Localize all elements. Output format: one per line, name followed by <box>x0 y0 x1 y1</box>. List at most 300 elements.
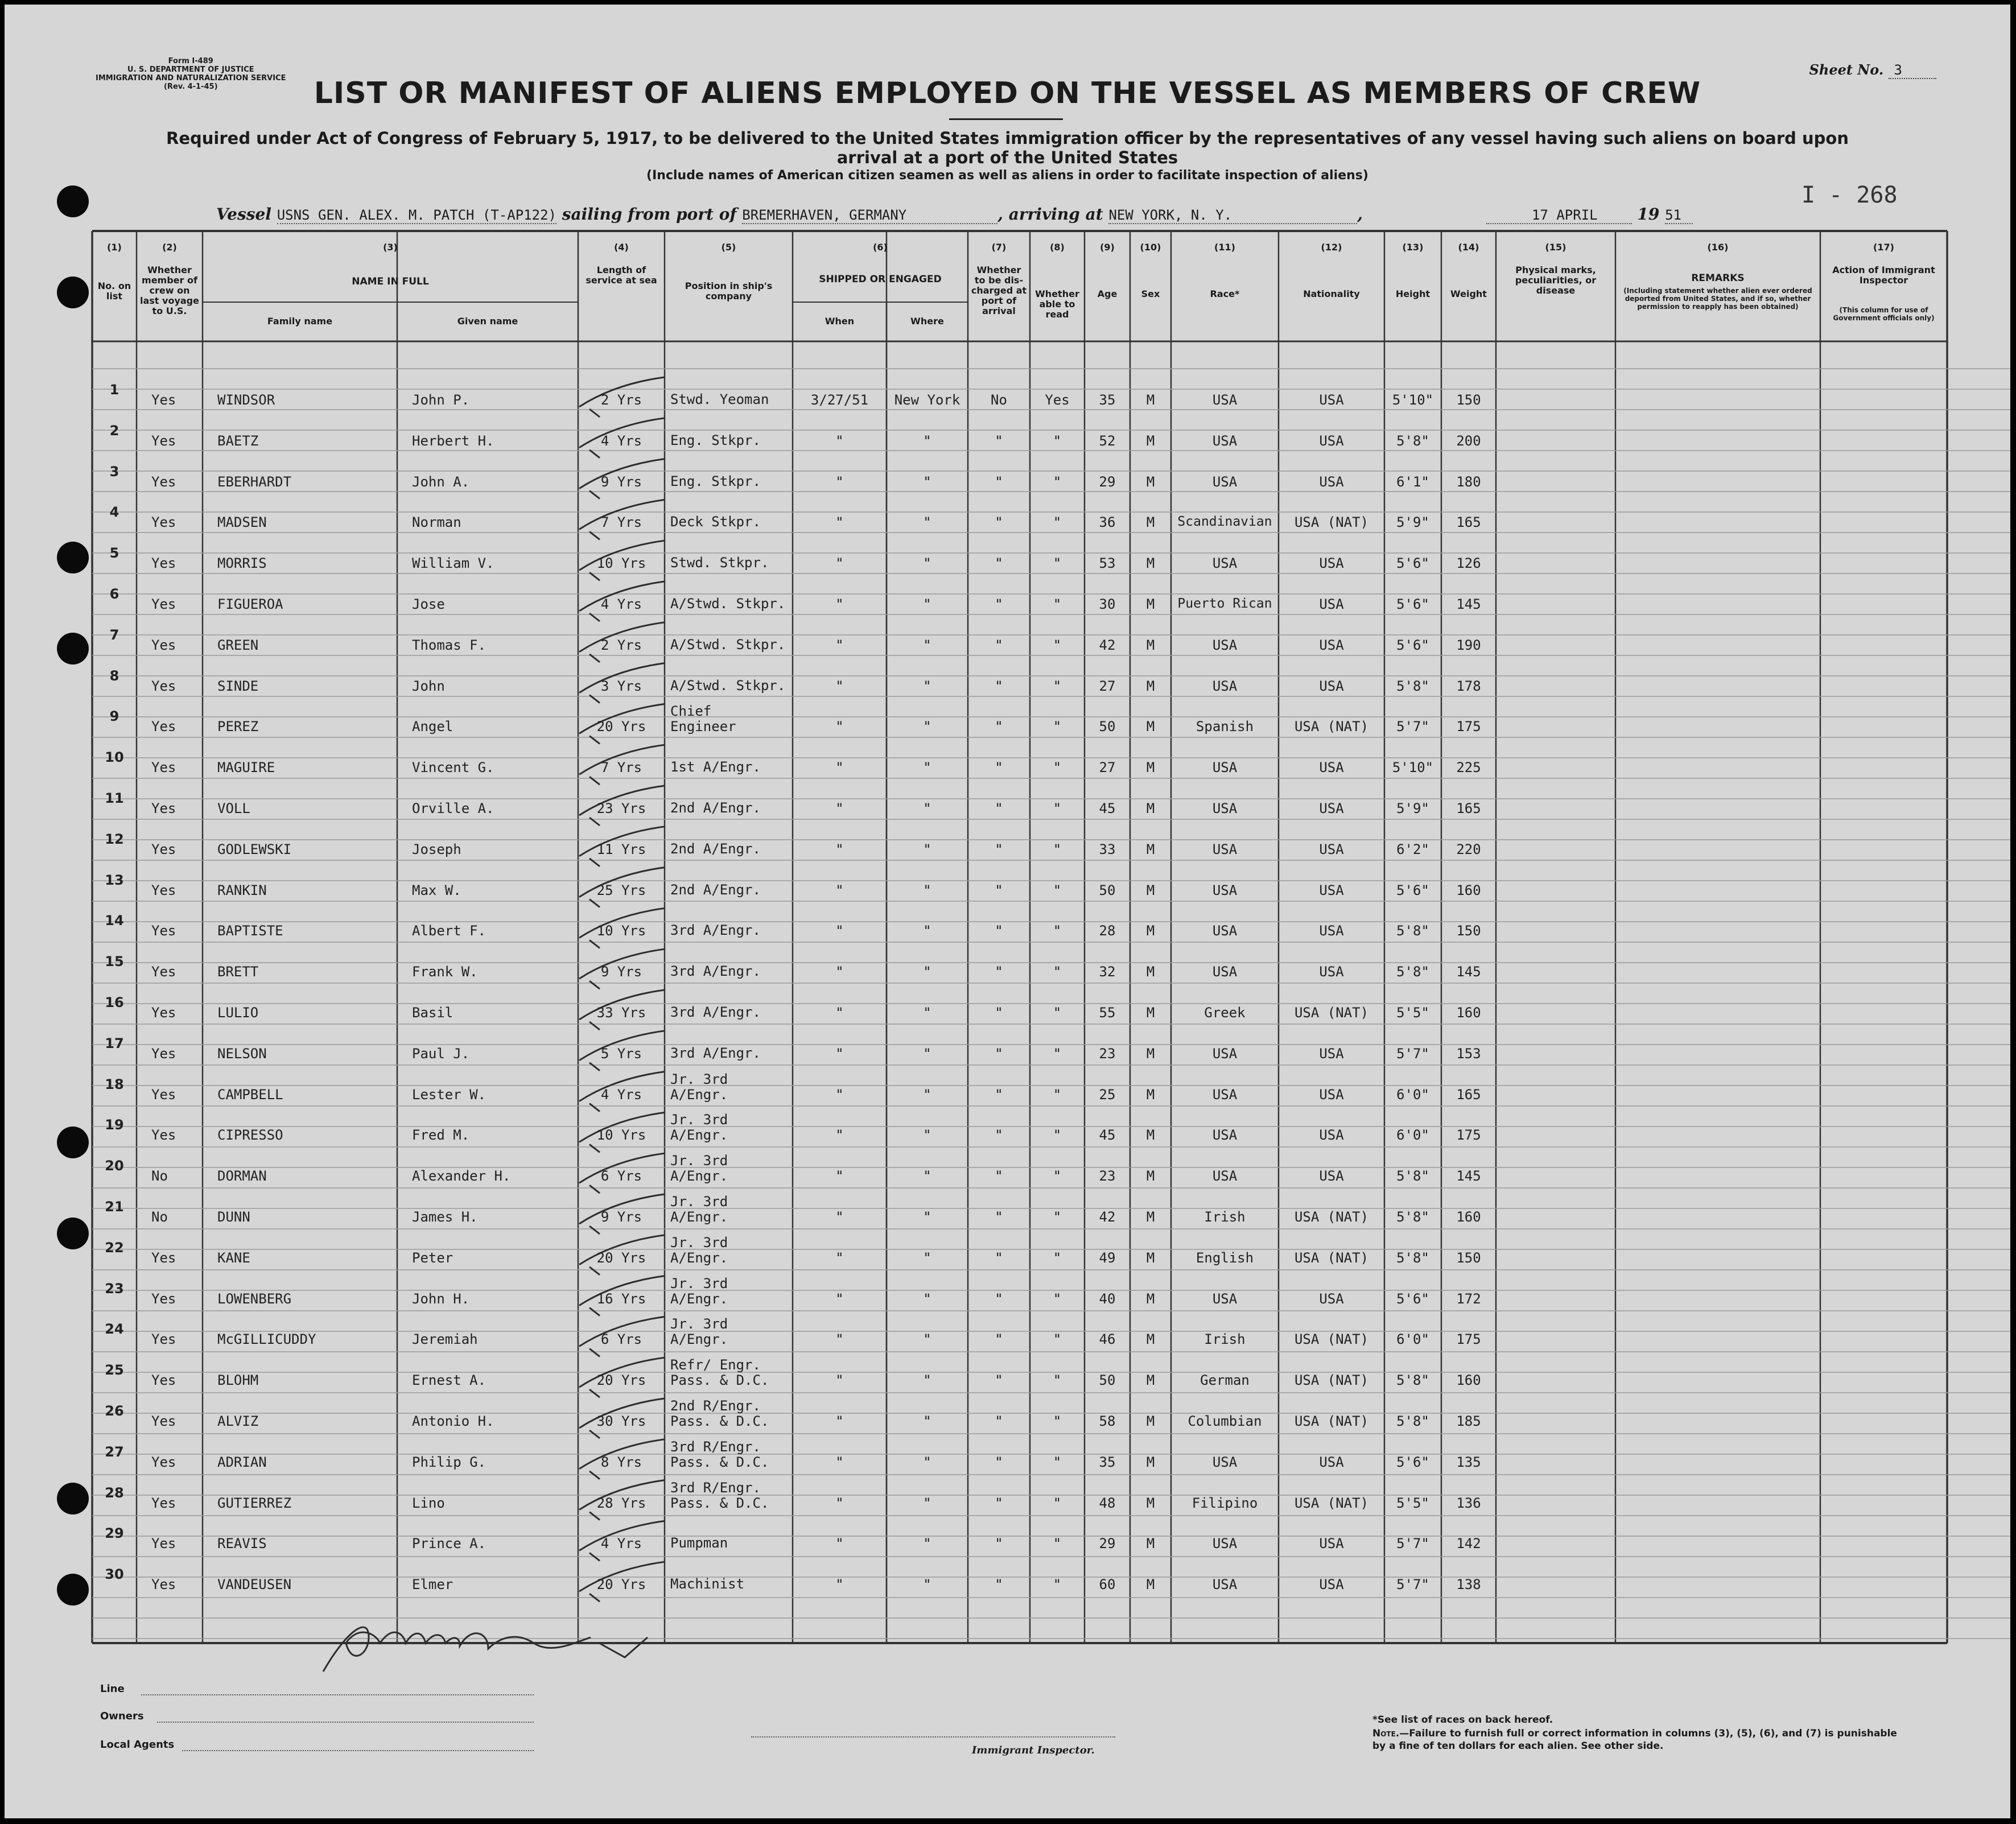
length-of-service: 20 Yrs <box>596 1249 646 1266</box>
age: 30 <box>1099 596 1116 612</box>
race: Filipino <box>1192 1495 1258 1511</box>
height: 6'0" <box>1396 1127 1429 1144</box>
position-line: A/Engr. <box>670 1290 728 1307</box>
able-to-read: " <box>1053 432 1062 449</box>
weight: 172 <box>1456 1290 1481 1307</box>
col-c1-number: (1) <box>107 242 122 253</box>
height: 5'6" <box>1396 555 1429 572</box>
owners-label: Owners <box>100 1710 144 1722</box>
col-c16-number: (16) <box>1707 242 1729 253</box>
sex: M <box>1146 473 1155 490</box>
inspection-stamp: I - 268 <box>1801 182 1898 208</box>
position-line: 3rd A/Engr. <box>670 1045 761 1061</box>
family-name: CIPRESSO <box>217 1127 283 1144</box>
shipped-when: " <box>835 596 844 612</box>
age: 48 <box>1099 1495 1116 1511</box>
position-in-ship <box>670 1005 791 1020</box>
length-of-service: 25 Yrs <box>596 882 646 898</box>
discharged-at-port: " <box>995 1249 1003 1266</box>
shipped-when: " <box>835 432 844 449</box>
able-to-read: " <box>1053 964 1062 980</box>
family-name: BAPTISTE <box>217 923 283 939</box>
position-in-ship <box>670 760 791 775</box>
row-number: 30 <box>105 1566 124 1583</box>
position-in-ship <box>670 704 791 734</box>
row-number: 14 <box>105 913 124 929</box>
nationality: USA (NAT) <box>1294 1372 1369 1389</box>
discharged-at-port: " <box>995 1495 1003 1511</box>
position-in-ship <box>670 1046 791 1061</box>
shipped-where: " <box>923 1454 931 1470</box>
position-line: Jr. 3rd <box>670 1275 728 1291</box>
shipped-where: " <box>923 1168 931 1185</box>
age: 25 <box>1099 1086 1116 1103</box>
family-name: EBERHARDT <box>217 473 292 490</box>
given-name: Lester W. <box>412 1086 487 1103</box>
race: USA <box>1212 637 1238 653</box>
race: USA <box>1212 1290 1238 1307</box>
agents-field <box>182 1750 534 1751</box>
family-name: GREEN <box>217 637 259 653</box>
crew-last-voyage: No <box>151 1209 168 1225</box>
shipped-where: " <box>923 637 931 653</box>
position-line: 2nd A/Engr. <box>670 881 761 898</box>
shipped-where: " <box>923 1413 931 1429</box>
position-in-ship <box>670 1398 791 1429</box>
crew-last-voyage: Yes <box>151 1413 176 1429</box>
vessel-label: Vessel <box>216 205 271 224</box>
row-number: 8 <box>109 667 119 684</box>
crew-last-voyage: Yes <box>151 882 176 898</box>
row-number: 26 <box>105 1403 124 1419</box>
length-of-service: 9 Yrs <box>600 964 642 980</box>
able-to-read: " <box>1053 1045 1062 1062</box>
weight: 153 <box>1456 1045 1481 1062</box>
col-c6-when: When <box>824 316 855 327</box>
age: 45 <box>1099 1127 1116 1144</box>
nationality: USA <box>1319 1086 1344 1103</box>
sex: M <box>1146 1086 1155 1103</box>
col-c15-label: Physical marks, peculiarities, or disease <box>1515 265 1597 296</box>
sex: M <box>1146 1209 1155 1225</box>
length-of-service: 4 Yrs <box>600 1086 642 1103</box>
age: 28 <box>1099 923 1116 939</box>
position-line: Chief <box>670 703 712 720</box>
weight: 180 <box>1456 473 1481 490</box>
position-line: A/Engr. <box>670 1209 728 1225</box>
position-line: 3rd R/Engr. <box>670 1479 761 1496</box>
discharged-at-port: " <box>995 1454 1003 1470</box>
shipped-where: " <box>923 719 931 735</box>
position-line: A/Engr. <box>670 1168 728 1185</box>
shipped-when: " <box>835 1290 844 1307</box>
shipped-where: " <box>923 596 931 612</box>
length-of-service: 20 Yrs <box>596 1372 646 1389</box>
shipped-when: " <box>835 1413 844 1429</box>
discharged-at-port: No <box>991 392 1007 408</box>
col-c14-number: (14) <box>1458 242 1479 253</box>
given-name: Albert F. <box>412 923 487 939</box>
manifest-page <box>5 5 2010 1818</box>
shipped-where: " <box>923 1005 931 1021</box>
position-in-ship <box>670 923 791 938</box>
shipped-when: " <box>835 1086 844 1103</box>
row-number: 18 <box>105 1076 124 1092</box>
col-c3-label: NAME IN FULL <box>352 276 429 287</box>
given-name: Frank W. <box>412 964 478 980</box>
given-name: John <box>412 678 445 694</box>
weight: 178 <box>1456 678 1481 694</box>
subtitle: Required under Act of Congress of February 5, 1917, to be delivered to the United States immigration officer by the representatives of any vessel having such aliens on board upon arrival at a port of the United States <box>166 129 1849 167</box>
given-name: Peter <box>412 1249 454 1266</box>
age: 60 <box>1099 1577 1116 1593</box>
col-c9-label: Age <box>1097 288 1118 299</box>
position-in-ship <box>670 392 791 407</box>
sailing-label: sailing from port of <box>562 205 737 224</box>
sex: M <box>1146 760 1155 776</box>
nationality: USA <box>1319 1536 1344 1552</box>
shipped-when: " <box>835 923 844 939</box>
agents-label: Local Agents <box>100 1739 175 1751</box>
shipped-where: " <box>923 473 931 490</box>
col-c3-family: Family name <box>267 316 333 327</box>
crew-last-voyage: Yes <box>151 1290 176 1307</box>
family-name: SINDE <box>217 678 259 694</box>
nationality: USA <box>1319 923 1344 939</box>
length-of-service: 5 Yrs <box>600 1045 642 1062</box>
height: 5'9" <box>1396 800 1429 816</box>
discharged-at-port: " <box>995 596 1003 612</box>
shipped-where: " <box>923 1331 931 1348</box>
position-in-ship <box>670 1235 791 1266</box>
shipped-where: " <box>923 555 931 572</box>
race: English <box>1195 1249 1254 1266</box>
shipped-where: " <box>923 514 931 531</box>
crew-last-voyage: Yes <box>151 964 176 980</box>
race: USA <box>1212 473 1238 490</box>
discharged-at-port: " <box>995 1331 1003 1348</box>
weight: 165 <box>1456 1086 1481 1103</box>
col-c2-label: Whether member of crew on last voyage to U.S. <box>140 265 199 316</box>
shipped-when: " <box>835 1536 844 1552</box>
position-line: 2nd A/Engr. <box>670 800 761 816</box>
given-name: Antonio H. <box>412 1413 494 1429</box>
weight: 175 <box>1456 719 1481 735</box>
crew-last-voyage: Yes <box>151 719 176 735</box>
shipped-where: " <box>923 1372 931 1389</box>
crew-last-voyage: Yes <box>151 1495 176 1511</box>
nationality: USA <box>1319 1127 1344 1144</box>
row-number: 25 <box>105 1362 124 1379</box>
able-to-read: " <box>1053 1536 1062 1552</box>
weight: 160 <box>1456 1005 1481 1021</box>
shipped-where: New York <box>894 392 960 408</box>
length-of-service: 6 Yrs <box>600 1168 642 1185</box>
race: Spanish <box>1195 719 1254 735</box>
able-to-read: " <box>1053 1168 1062 1185</box>
sex: M <box>1146 1413 1155 1429</box>
height: 5'7" <box>1396 1536 1429 1552</box>
col-c13-label: Height <box>1395 288 1430 299</box>
col-c13-number: (13) <box>1402 242 1424 253</box>
family-name: LULIO <box>217 1005 259 1021</box>
given-name: Alexander H. <box>412 1168 511 1185</box>
shipped-when: " <box>835 719 844 735</box>
given-name: Joseph <box>412 841 461 857</box>
row-number: 15 <box>105 954 124 970</box>
crew-last-voyage: Yes <box>151 392 176 408</box>
position-line: A/Engr. <box>670 1331 728 1348</box>
sailing-port: BREMERHAVEN, GERMANY <box>742 207 997 224</box>
family-name: MORRIS <box>217 555 267 572</box>
position-in-ship <box>670 841 791 857</box>
nationality: USA <box>1319 555 1344 572</box>
revision: (Rev. 4-1-45) <box>163 82 218 91</box>
weight: 126 <box>1456 555 1481 572</box>
nationality: USA (NAT) <box>1294 1209 1369 1225</box>
weight: 165 <box>1456 514 1481 531</box>
given-name: Vincent G. <box>412 760 494 776</box>
able-to-read: " <box>1053 1209 1062 1225</box>
weight: 200 <box>1456 432 1481 449</box>
family-name: LOWENBERG <box>217 1290 292 1307</box>
sex: M <box>1146 1290 1155 1307</box>
given-name: Ernest A. <box>412 1372 487 1389</box>
col-c5-label: Position in ship's company <box>685 280 773 302</box>
given-name: James H. <box>412 1209 478 1225</box>
given-name: Paul J. <box>412 1045 470 1062</box>
position-in-ship <box>670 637 791 653</box>
weight: 175 <box>1456 1127 1481 1144</box>
position-in-ship <box>670 678 791 694</box>
height: 5'8" <box>1396 432 1429 449</box>
shipped-when: 3/27/51 <box>810 392 869 408</box>
age: 42 <box>1099 1209 1116 1225</box>
age: 27 <box>1099 678 1116 694</box>
length-of-service: 30 Yrs <box>596 1413 646 1429</box>
length-of-service: 4 Yrs <box>600 432 642 449</box>
age: 49 <box>1099 1249 1116 1266</box>
arrival-port: NEW YORK, N. Y. <box>1108 207 1357 224</box>
crew-last-voyage: Yes <box>151 432 176 449</box>
col-c5-number: (5) <box>721 242 736 253</box>
inspector-label: Immigrant Inspector. <box>972 1744 1095 1756</box>
row-number: 7 <box>109 626 119 643</box>
crew-last-voyage: Yes <box>151 678 176 694</box>
age: 42 <box>1099 637 1116 653</box>
department: U. S. DEPARTMENT OF JUSTICE <box>127 65 254 74</box>
col-c11-label: Race* <box>1210 288 1240 299</box>
sex: M <box>1146 555 1155 572</box>
row-number: 20 <box>105 1158 124 1174</box>
family-name: VOLL <box>217 800 250 816</box>
row-number: 16 <box>105 994 124 1010</box>
given-name: William V. <box>412 555 494 572</box>
nationality: USA (NAT) <box>1294 1413 1369 1429</box>
able-to-read: " <box>1053 1290 1062 1307</box>
nationality: USA <box>1319 392 1344 408</box>
able-to-read: " <box>1053 1331 1062 1348</box>
able-to-read: " <box>1053 473 1062 490</box>
weight: 142 <box>1456 1536 1481 1552</box>
age: 55 <box>1099 1005 1116 1021</box>
nationality: USA <box>1319 964 1344 980</box>
row-number: 19 <box>105 1117 124 1133</box>
shipped-when: " <box>835 800 844 816</box>
position-in-ship <box>670 1153 791 1184</box>
weight: 136 <box>1456 1495 1481 1511</box>
nationality: USA (NAT) <box>1294 1005 1369 1021</box>
position-in-ship <box>670 1357 791 1388</box>
nationality: USA <box>1319 800 1344 816</box>
weight: 135 <box>1456 1454 1481 1470</box>
age: 53 <box>1099 555 1116 572</box>
row-number: 12 <box>105 831 124 847</box>
discharged-at-port: " <box>995 841 1003 857</box>
col-c11-number: (11) <box>1214 242 1235 253</box>
sex: M <box>1146 1372 1155 1389</box>
nationality: USA <box>1319 432 1344 449</box>
shipped-when: " <box>835 1495 844 1511</box>
position-in-ship <box>670 964 791 979</box>
position-line: 3rd A/Engr. <box>670 963 761 980</box>
family-name: RANKIN <box>217 882 267 898</box>
nationality: USA <box>1319 1045 1344 1062</box>
length-of-service: 2 Yrs <box>600 637 642 653</box>
crew-last-voyage: Yes <box>151 473 176 490</box>
discharged-at-port: " <box>995 1413 1003 1429</box>
row-number: 27 <box>105 1443 124 1460</box>
position-line: Pass. & D.C. <box>670 1372 769 1389</box>
crew-last-voyage: Yes <box>151 514 176 531</box>
row-number: 4 <box>109 504 119 521</box>
family-name: ADRIAN <box>217 1454 267 1470</box>
position-line: A/Stwd. Stkpr. <box>670 636 786 653</box>
race: Irish <box>1204 1209 1246 1225</box>
race: USA <box>1212 1577 1238 1593</box>
row-number: 21 <box>105 1199 124 1215</box>
shipped-where: " <box>923 678 931 694</box>
height: 5'8" <box>1396 1209 1429 1225</box>
position-line: Jr. 3rd <box>670 1234 728 1251</box>
owners-field <box>157 1722 534 1723</box>
weight: 160 <box>1456 1209 1481 1225</box>
height: 5'6" <box>1396 1454 1429 1470</box>
discharged-at-port: " <box>995 678 1003 694</box>
crew-last-voyage: Yes <box>151 1331 176 1348</box>
position-line: Deck Stkpr. <box>670 514 761 530</box>
inspector-signature-field <box>751 1736 1115 1738</box>
crew-last-voyage: Yes <box>151 1249 176 1266</box>
sex: M <box>1146 923 1155 939</box>
sex: M <box>1146 800 1155 816</box>
vessel-line: Vessel USNS GEN. ALEX. M. PATCH (T-AP122) sailing from port of BREMERHAVEN, GERMANY , arriving at NEW YORK, N. Y. , <box>216 205 1363 224</box>
height: 5'7" <box>1396 719 1429 735</box>
position-in-ship <box>670 1439 791 1470</box>
row-number: 9 <box>109 708 119 725</box>
age: 29 <box>1099 473 1116 490</box>
crew-last-voyage: No <box>151 1168 168 1185</box>
family-name: PEREZ <box>217 719 259 735</box>
weight: 165 <box>1456 800 1481 816</box>
height: 5'8" <box>1396 964 1429 980</box>
weight: 225 <box>1456 760 1481 776</box>
position-in-ship <box>670 882 791 898</box>
position-line: A/Stwd. Stkpr. <box>670 677 786 694</box>
able-to-read: " <box>1053 841 1062 857</box>
given-name: Norman <box>412 514 461 531</box>
discharged-at-port: " <box>995 1086 1003 1103</box>
shipped-where: " <box>923 760 931 776</box>
crew-last-voyage: Yes <box>151 760 176 776</box>
height: 6'0" <box>1396 1086 1429 1103</box>
shipped-when: " <box>835 882 844 898</box>
sex: M <box>1146 596 1155 612</box>
family-name: VANDEUSEN <box>217 1577 292 1593</box>
able-to-read: " <box>1053 1495 1062 1511</box>
race: USA <box>1212 800 1238 816</box>
nationality: USA <box>1319 1454 1344 1470</box>
position-in-ship <box>670 800 791 816</box>
position-line: Jr. 3rd <box>670 1071 728 1087</box>
sex: M <box>1146 964 1155 980</box>
col-c8-number: (8) <box>1050 242 1065 253</box>
length-of-service: 16 Yrs <box>596 1290 646 1307</box>
crew-last-voyage: Yes <box>151 1045 176 1062</box>
col-c10-label: Sex <box>1141 288 1160 299</box>
sheet-value: 3 <box>1889 62 1936 79</box>
position-line: 1st A/Engr. <box>670 759 761 775</box>
position-in-ship <box>670 1112 791 1143</box>
discharged-at-port: " <box>995 1209 1003 1225</box>
col-c16-detail: (Including statement whether alien ever ordered deported from United States, and if so, whether permission to reapply has been obtained) <box>1623 287 1812 311</box>
sex: M <box>1146 392 1155 408</box>
sex: M <box>1146 1045 1155 1062</box>
position-line: 3rd A/Engr. <box>670 1004 761 1020</box>
height: 5'7" <box>1396 1577 1429 1593</box>
family-name: FIGUEROA <box>217 596 283 612</box>
shipped-when: " <box>835 1372 844 1389</box>
position-in-ship <box>670 514 791 530</box>
height: 5'10" <box>1392 760 1434 776</box>
length-of-service: 11 Yrs <box>596 841 646 857</box>
position-line: Pass. & D.C. <box>670 1454 769 1470</box>
age: 50 <box>1099 1372 1116 1389</box>
given-name: Max W. <box>412 882 461 898</box>
nationality: USA <box>1319 678 1344 694</box>
shipped-when: " <box>835 1577 844 1593</box>
col-c6-label: SHIPPED OR ENGAGED <box>819 274 942 285</box>
weight: 145 <box>1456 964 1481 980</box>
able-to-read: " <box>1053 760 1062 776</box>
row-number: 3 <box>109 463 119 480</box>
race: USA <box>1212 432 1238 449</box>
able-to-read: " <box>1053 923 1062 939</box>
shipped-when: " <box>835 1168 844 1185</box>
height: 6'0" <box>1396 1331 1429 1348</box>
weight: 150 <box>1456 1249 1481 1266</box>
line-field <box>141 1694 534 1695</box>
nationality: USA <box>1319 1577 1344 1593</box>
able-to-read: " <box>1053 1454 1062 1470</box>
col-c16-label: REMARKS <box>1691 273 1745 284</box>
crew-last-voyage: Yes <box>151 555 176 572</box>
shipped-where: " <box>923 1045 931 1062</box>
col-c12-number: (12) <box>1321 242 1342 253</box>
note-text: —Failure to furnish full or correct information in columns (3), (5), (6), and (7) is punishable by a fine of ten dollars for each alien. See other side. <box>1372 1728 1897 1752</box>
age: 33 <box>1099 841 1116 857</box>
discharged-at-port: " <box>995 719 1003 735</box>
